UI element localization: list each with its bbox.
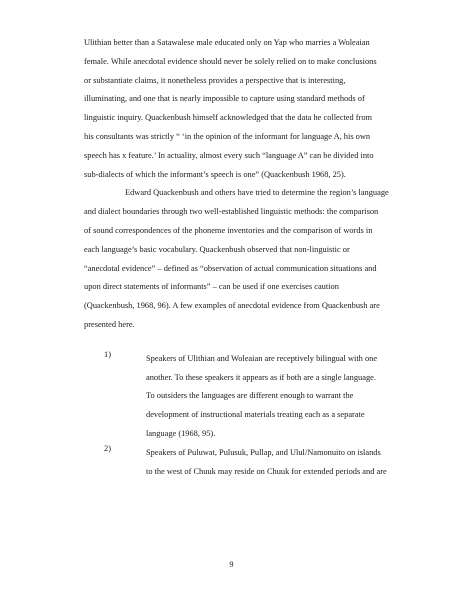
- text-line: and dialect boundaries through two well-established linguistic methods: the comparison: [84, 207, 379, 217]
- list-number: 2): [104, 443, 111, 453]
- list-number: 1): [104, 349, 111, 359]
- text-line: development of instructional materials treating each as a separate: [146, 410, 365, 420]
- text-line: “anecdotal evidence” – defined as “observation of actual communication situations and: [84, 263, 377, 273]
- text-line: upon direct statements of informants” – can be used if one exercises caution: [84, 282, 339, 292]
- text-line: another. To these speakers it appears as if both are a single language.: [146, 372, 376, 382]
- text-line: linguistic inquiry. Quackenbush himself acknowledged that the data he collected from: [84, 113, 373, 123]
- list-item: [84, 350, 406, 444]
- text-line: illuminating, and one that is nearly impossible to capture using standard methods of: [84, 94, 365, 104]
- page-number: 9: [229, 560, 234, 569]
- text-line: To outsiders the languages are different enough to warrant the: [146, 391, 354, 401]
- text-line: speech has x feature.’ In actuality, almost every such “language A” can be divided into: [84, 150, 374, 160]
- list-item-text: [146, 444, 387, 482]
- list-item: [84, 444, 406, 482]
- text-line: presented here.: [84, 319, 135, 329]
- text-line: his consultants was strictly “ ‘in the opinion of the informant for language A, his own: [84, 131, 371, 141]
- text-line: or substantiate claims, it nonetheless provides a perspective that is interesting,: [84, 75, 346, 85]
- paragraph-2: [84, 184, 406, 334]
- text-line: (Quackenbush, 1968, 96). A few examples of anecdotal evidence from Quackenbush are: [84, 301, 380, 311]
- paragraph-1: [84, 34, 406, 184]
- text-line: language (1968, 95).: [146, 428, 216, 438]
- text-line: to the west of Chuuk may reside on Chuuk for extended periods and are: [146, 466, 387, 476]
- spacer: [84, 335, 406, 350]
- body-text: [84, 34, 406, 481]
- text-line: each language’s basic vocabulary. Quackenbush observed that non-linguistic or: [84, 244, 350, 254]
- text-line: female. While anecdotal evidence should never be solely relied on to make conclusions: [84, 56, 377, 66]
- text-line: Speakers of Ulithian and Woleaian are receptively bilingual with one: [146, 353, 378, 363]
- text-line: of sound correspondences of the phoneme inventories and the comparison of words in: [84, 225, 373, 235]
- text-line: sub-dialects of which the informant’s speech is one” (Quackenbush 1968, 25).: [84, 169, 346, 179]
- list-item-text: [146, 350, 377, 444]
- text-line: Ulithian better than a Satawalese male educated only on Yap who marries a Woleaian: [84, 38, 370, 47]
- text-line: Edward Quackenbush and others have tried to determine the region’s language: [125, 188, 389, 198]
- text-line: Speakers of Puluwat, Pulusuk, Pullap, and Ulul/Namonuito on islands: [146, 447, 381, 457]
